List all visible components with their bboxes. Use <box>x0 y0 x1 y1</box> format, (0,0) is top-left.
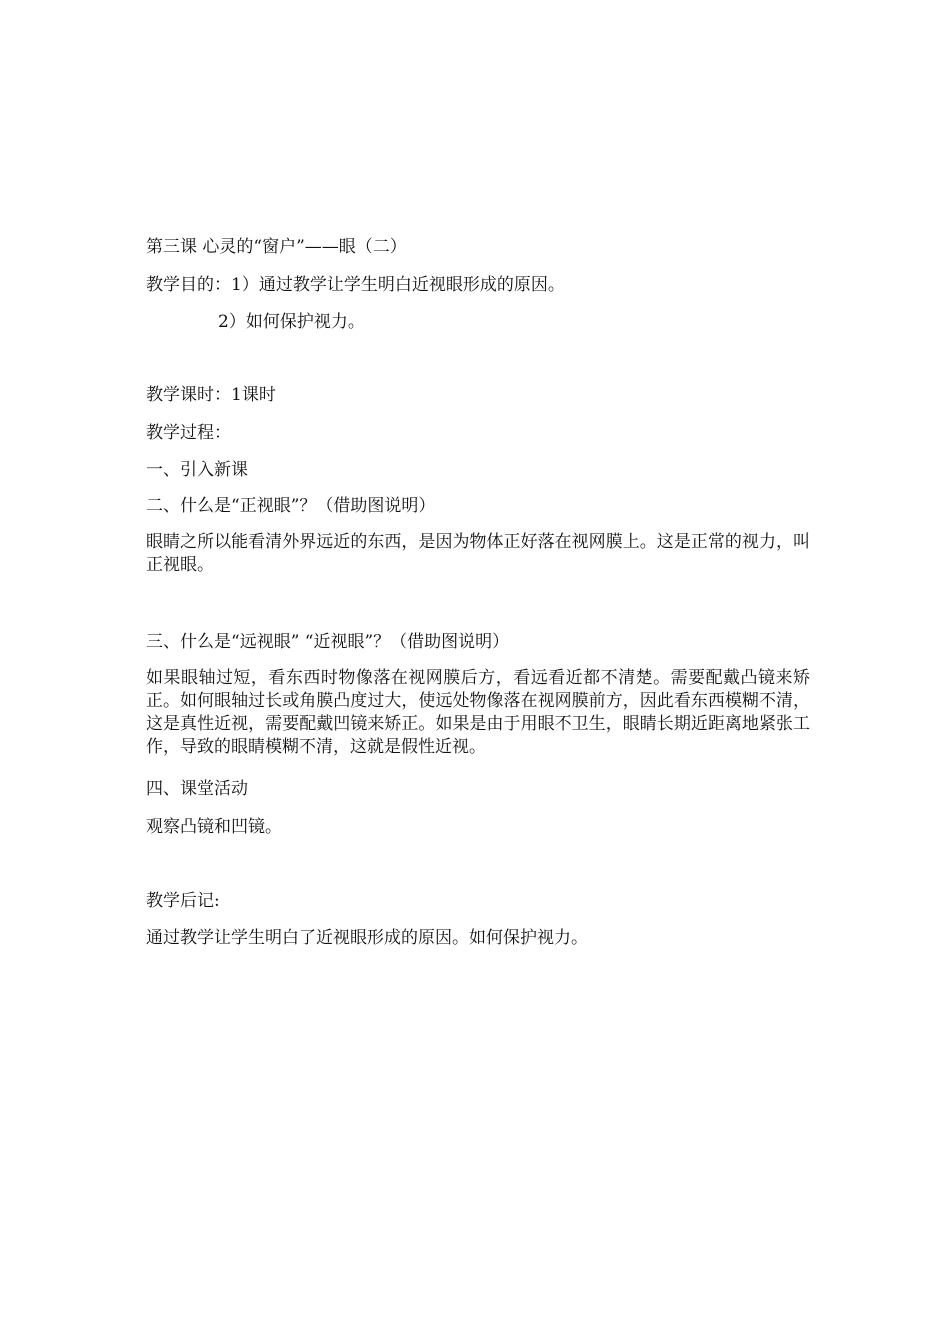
section-4-paragraph: 观察凸镜和凹镜。 <box>146 817 282 837</box>
lesson-hours: 教学课时：1课时 <box>146 385 276 405</box>
objective-line-2: 2）如何保护视力。 <box>218 312 365 332</box>
afterword-paragraph: 通过教学让学生明白了近视眼形成的原因。如何保护视力。 <box>146 928 588 948</box>
section-2-heading: 二、什么是“正视眼”？（借助图说明） <box>146 496 436 516</box>
section-3-heading: 三、什么是“远视眼” “近视眼”？（借助图说明） <box>146 632 510 652</box>
section-1-heading: 一、引入新课 <box>146 460 248 480</box>
objective-line-1: 教学目的：1）通过教学让学生明白近视眼形成的原因。 <box>146 275 565 295</box>
section-3-paragraph: 如果眼轴过短，看东西时物像落在视网膜后方，看远看近都不清楚。需要配戴凸镜来矫正。如何眼轴过长或角膜凸度过大，使远处物像落在视网膜前方，因此看东西模糊不清，这是真性近视，需要配戴凹镜来矫正。如果是由于用眼不卫生，眼睛长期近距离地紧张工作，导致的眼睛模糊不清，这就是假性近视。 <box>146 668 810 757</box>
lesson-title: 第三课 心灵的“窗户”——眼（二） <box>146 237 407 257</box>
section-4-heading: 四、课堂活动 <box>146 779 248 799</box>
process-heading: 教学过程： <box>146 423 231 443</box>
section-2-paragraph: 眼睛之所以能看清外界远近的东西，是因为物体正好落在视网膜上。这是正常的视力，叫正视眼。 <box>146 532 810 575</box>
afterword-heading: 教学后记: <box>146 891 220 911</box>
